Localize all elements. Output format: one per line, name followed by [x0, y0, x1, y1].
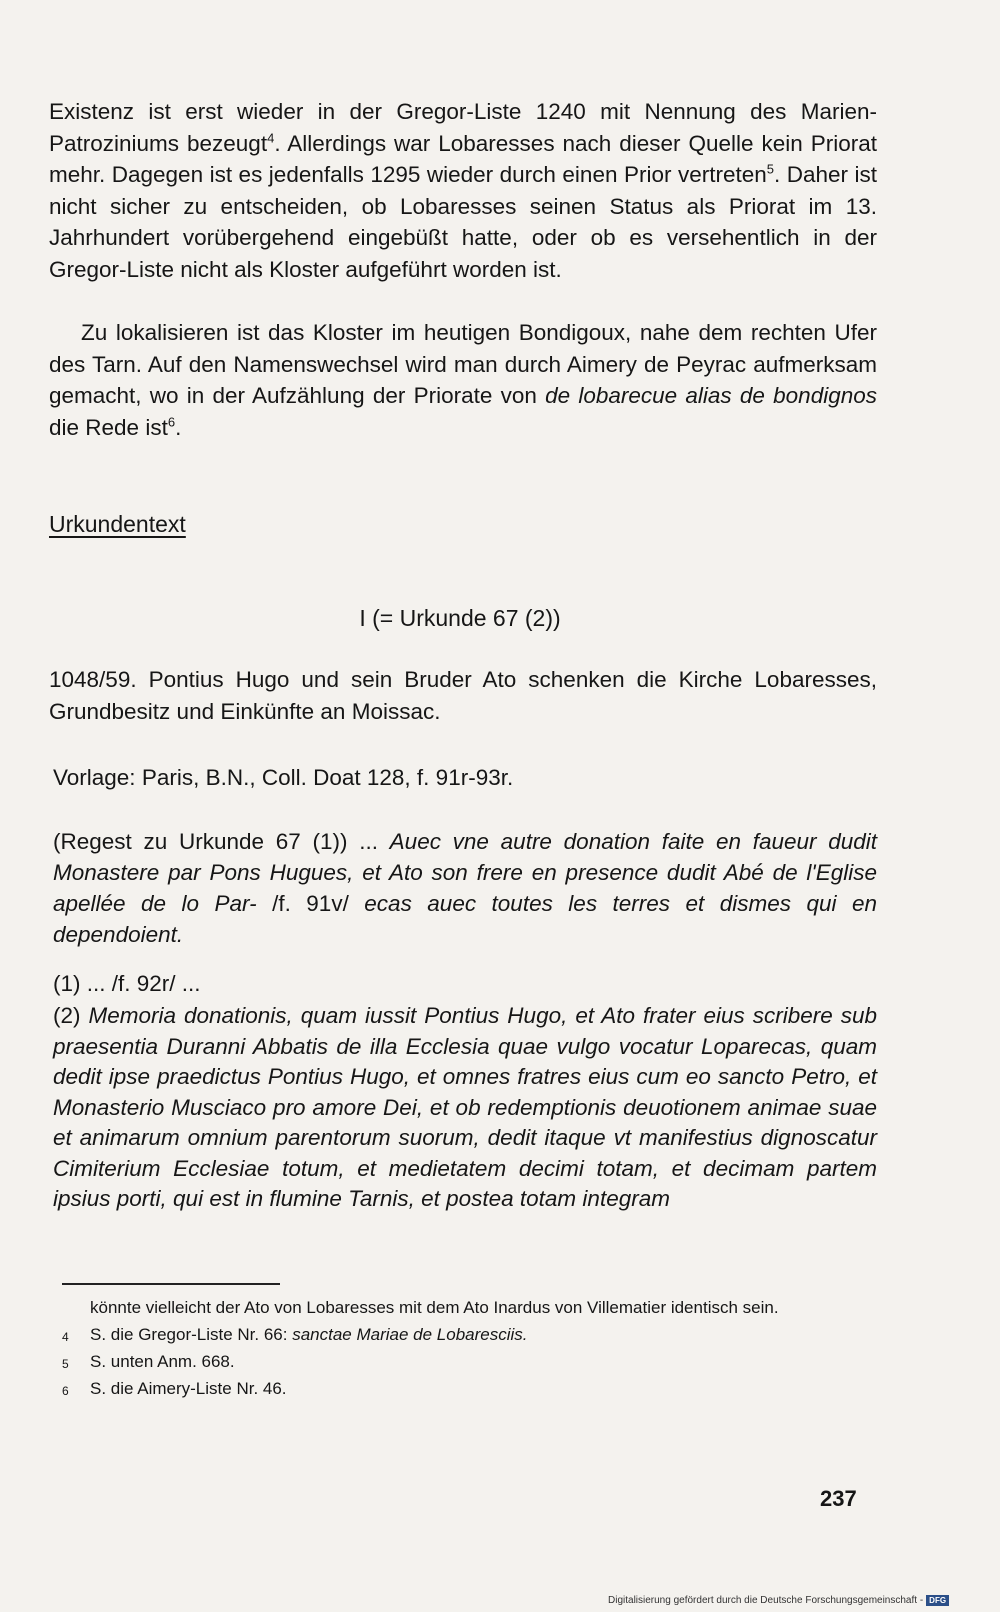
footnote-ref-5: 5 [766, 161, 774, 177]
paragraph-2-text: Zu lokalisieren ist das Kloster im heutigen Bondigoux, nahe dem rechten Ufer des Tarn. Auf den Namenswechsel wird man durch Aimery de Peyrac aufmerksam gemacht, wo in der Aufzählung der Priorate von [49, 320, 877, 408]
regest-2-italic-b: ecas auec toutes les terres et dismes qui en dependoient. [53, 891, 877, 947]
document-title: I (= Urkunde 67 (2)) [359, 605, 561, 631]
footnote-divider [62, 1283, 280, 1285]
dfg-logo-icon: DFG [926, 1595, 949, 1606]
latin-italic: Memoria donationis, quam iussit Pontius Hugo, et Ato frater eius scribere sub praesentia Duranni Abbatis de illa Ecclesia quae vulgo vocatur Loparecas, quam dedit ipse praedictus Pontius Hugo, et omnes fratres eius cum eo sancto Petro, et Monasterio Musciaco pro amore Dei, et ob redemptionis deuotionem animae suae et animarum omnium parentorum suorum, dedit itaque vt manifestius dignoscatur Cimiterium Ecclesiae totum, et medietatem decimi totam, et decimam partem ipsius porti, qui est in flumine Tarnis, et postea totam integram [53, 1003, 877, 1211]
paragraph-2-end: . [175, 414, 182, 440]
paragraph-2-italic: de lobarecue alias de bondignos [545, 383, 877, 408]
section-heading: Urkundentext [49, 511, 186, 537]
regest-2-paragraph [53, 826, 877, 950]
footnotes [60, 1294, 880, 1402]
paragraph-1-text-a: Existenz ist erst wieder in der Gregor-Liste 1240 mit Nennung des Marien-Patroziniums bezeugt [49, 99, 877, 156]
footnote-text: S. die Gregor-Liste Nr. 66: [90, 1325, 293, 1344]
regest-2-italic-a: Auec vne autre donation faite en faueur dudit Monastere par Pons Hugues, et Ato son frere en presence dudit Abé de l'Eglise apellée de lo Par- [53, 829, 878, 916]
footnote-text: S. unten Anm. 668. [90, 1352, 235, 1371]
footnote-6 [60, 1375, 880, 1402]
footnote-number: 4 [62, 1330, 69, 1344]
footnote-4 [60, 1321, 880, 1348]
page-number: 237 [820, 1486, 857, 1511]
paragraph-1 [49, 96, 877, 285]
footnote-number: 6 [62, 1384, 69, 1398]
latin-prefix: (2) [53, 1003, 89, 1028]
footnote-italic: sanctae Mariae de Lobaresciis. [292, 1325, 528, 1344]
footnote-text: S. die Aimery-Liste Nr. 46. [90, 1379, 287, 1398]
footnote-ref-4: 4 [267, 130, 275, 145]
folio-marker: (1) ... /f. 92r/ ... [53, 971, 201, 996]
regest-2-prefix: (Regest zu Urkunde 67 (1)) ... [53, 829, 390, 854]
paragraph-1-text-c: . Daher ist nicht sicher zu entscheiden, ob Lobaresses seinen Status als Priorat im 13. Jahrhundert vorübergehend eingebüßt hatte, oder ob es versehentlich in der Gregor-Liste nicht als Kloster aufgeführt worden ist. [49, 162, 877, 282]
footnote-5 [60, 1348, 880, 1375]
footnote-number: 5 [62, 1357, 69, 1371]
digitization-credit [608, 1595, 949, 1606]
paragraph-1-text-b: . Allerdings war Lobaresses nach dieser Quelle kein Priorat mehr. Dagegen ist es jedenfalls 1295 wieder durch einen Prior vertreten [49, 130, 877, 187]
footnote-ref-6: 6 [167, 414, 176, 429]
regest-2-folio: /f. 91v/ [256, 891, 365, 916]
regest-paragraph: 1048/59. Pontius Hugo und sein Bruder Ato schenken die Kirche Lobaresses, Grundbesitz und Einkünfte an Moissac. [49, 667, 877, 724]
credit-text: Digitalisierung gefördert durch die Deutsche Forschungsgemeinschaft - [608, 1595, 924, 1607]
source-line: Vorlage: Paris, B.N., Coll. Doat 128, f. 91r-93r. [53, 765, 514, 790]
paragraph-2 [49, 317, 877, 443]
paragraph-2-text-after: die Rede ist [49, 414, 168, 440]
latin-text [53, 1001, 877, 1215]
footnote-continuation: könnte vielleicht der Ato von Lobaresses mit dem Ato Inardus von Villematier identisch sein. [90, 1298, 779, 1317]
